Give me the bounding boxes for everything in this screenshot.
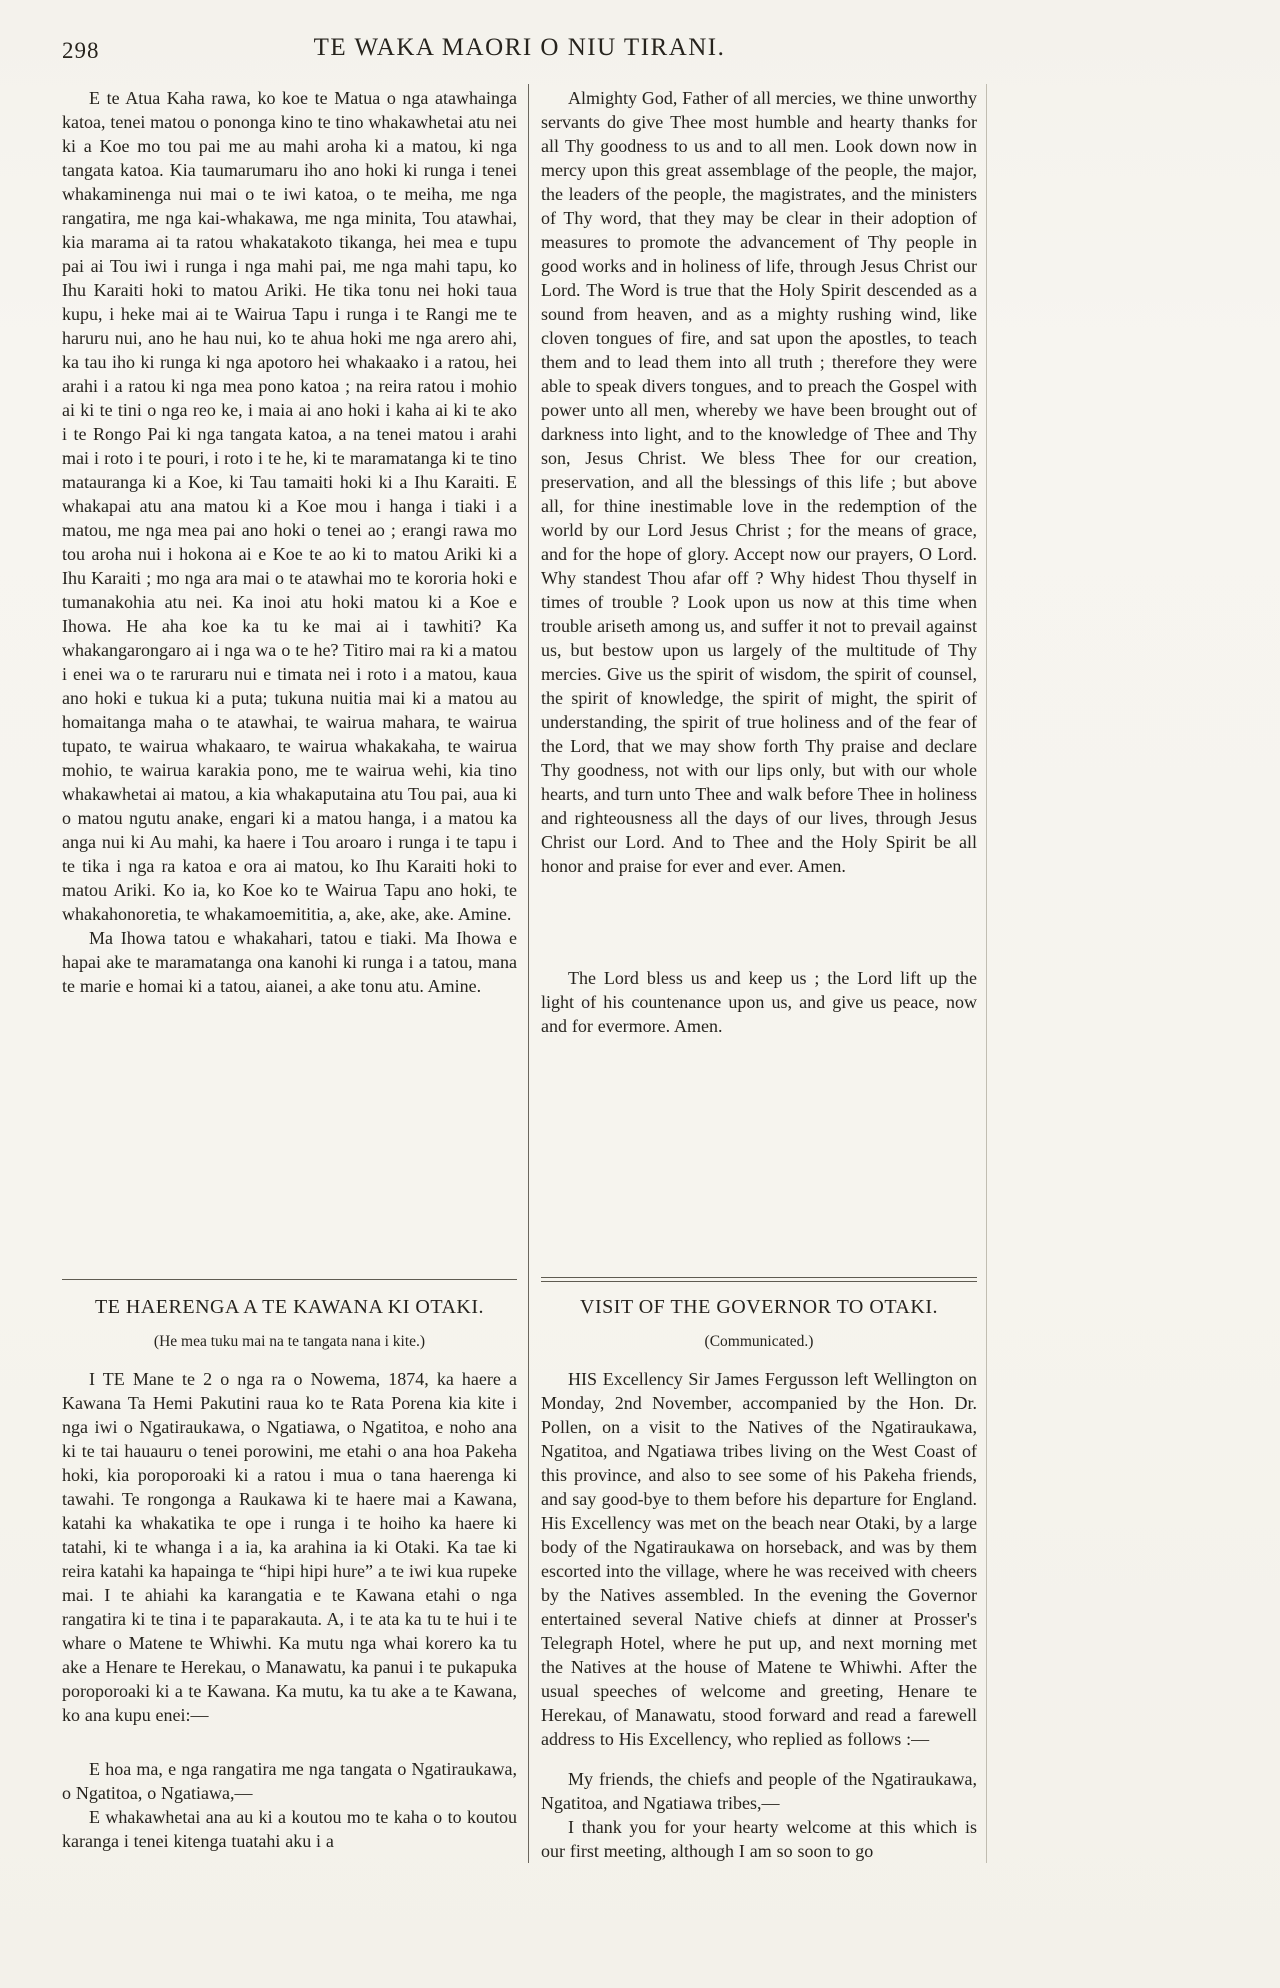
article-separator-right xyxy=(541,1266,977,1292)
prayer-paragraph-maori: E te Atua Kaha rawa, ko koe te Matua o nga atawhainga katoa, tenei matou o pononga kino te tino whakawhetai atu nei ki a Koe mo tou pai me au mahi aroha ki a matou, ki nga tangata katoa. Kia taumarumaru iho ano hoki ki runga i tenei whakaminenga nui mai o te iwi katoa, o te meiha, me nga rangatira, me nga kai-whakawa, me nga minita, Tou atawhai, kia marama ai ta ratou whakatakoto tikanga, hei mea e tupu pai ai Tou iwi i runga i nga mahi pai, me nga mahi tapu, ko Ihu Karaiti hoki to matou Ariki. He tika tonu nei hoki taua kupu, i heke mai ai te Wairua Tapu i runga i te Rangi me te haruru nui, ano he hau nui, ko te ahua hoki me nga arero ahi, ka tau iho ki runga ki nga apotoro hei whakaako i a ratou, hei arahi i a ratou ki nga mea pono katoa ; na reira ratou i mohio ai ki te tini o nga reo ke, i maia ai ano hoki i kaha ai ki te ako i te Rongo Pai ki nga tangata katoa, a na tenei matou i arahi mai i roto i te pouri, i roto i te he, ki te maramatanga ki te tino matauranga ki a Koe, ki Tau tamaiti hoki ki a Ihu Karaiti. E whakapai atu ana matou ki a Koe mou i hanga i tiaki i a matou, me nga mea pai ano hoki o tenei ao ; erangi rawa mo tou aroha nui i hokona ai e Koe te ao ki to matou Ariki ki a Ihu Karaiti ; mo nga ara mai o te atawhai mo te kororia hoki e tumanakohia atu nei. Ka inoi atu hoki matou ki a Koe e Ihowa. He aha koe ka tu ke mai ai i tawhiti? Ka whakangarongaro ai i nga wa o te he? Titiro mai ra ki a matou i enei wa o te raruraru nui e timata nei i roto i a matou, kaua ano hoki e tukua ki a puta; tukuna nuitia mai ki a matou au homaitanga maha o te atawhai, te wairua mahara, te wairua tupato, te wairua whakaaro, te wairua whakakaha, te wairua mohio, te wairua karakia pono, me te wairua wehi, kia tino whakawhetai ai matou, a kia whakaputaina atu Tou pai, aua ki o matou ngutu anake, engari ki a matou hanga, i a matou ka anga nui ki Au mahi, ka haere i Tou aroaro i runga i te tapu i te tika i nga ra katoa e ora ai matou, ko Ihu Karaiti hoki to matou Ariki. Ko ia, ko Koe ko te Wairua Tapu ano hoki, te whakahonoretia, te whakamoemititia, a, ake, ake, ake. Amine. xyxy=(62,88,517,924)
article-paragraph-maori: I TE Mane te 2 o nga ra o Nowema, 1874, ka haere a Kawana Ta Hemi Pakutini raua ko te Rata Porena kia kite i nga iwi o Ngatiraukawa, o Ngatiawa, o Ngatitoa, e noho ana ki te tai hauauru o tenei porowini, me etahi o ana hoa Pakeha hoki, kia poroporoaki ki a ratou i mua o tana haerenga ki tawahi. Te rongonga a Raukawa ki te haere mai a Kawana, katahi ka whakatika te ope i runga i te hoiho ka haere ki tatahi, ki te whanga i a ia, ka arahina ia ki Otaki. Ka tae ki reira katahi ka hapainga te “hipi hipi hure” a te iwi kua rupeke mai. I te ahiahi ka karangatia e te Kawana etahi o nga rangatira ki te tina i te paparakauta. A, i te ata ka tu te hui i te whare o Matene te Whiwhi. Ka mutu nga whai korero ka tu ake a Henare te Herekau, o Manawatu, ka panui i te pukapuka poroporoaki ki a te Kawana. Ka mutu, ka tu ake a te Kawana, ko ana kupu enei:— xyxy=(62,1369,517,1725)
article-salutation-maori: E hoa ma, e nga rangatira me nga tangata o Ngatiraukawa, o Ngatitoa, o Ngatiawa,— xyxy=(62,1759,517,1803)
left-article-subheading: (He mea tuku mai na te tangata nana i kite.) xyxy=(153,1333,426,1350)
article-salutation-english: My friends, the chiefs and people of the Ngatiraukawa, Ngatitoa, and Ngatiawa tribes,— xyxy=(541,1769,977,1813)
right-article-subheading: (Communicated.) xyxy=(704,1333,814,1350)
page-header xyxy=(62,34,977,74)
article-paragraph-english: I thank you for your hearty welcome at this which is our first meeting, although I am so soon to go xyxy=(541,1817,977,1861)
article-paragraph-english: HIS Excellency Sir James Fergusson left Wellington on Monday, 2nd November, accompanied by the Hon. Dr. Pollen, on a visit to the Natives of the Ngatiraukawa, Ngatitoa, and Ngatiawa tribes living on the West Coast of this province, and also to see some of his Pakeha friends, and say good-bye to them before his departure for England. His Excellency was met on the beach near Otaki, by a large body of the Ngatiraukawa on horseback, and was by them escorted into the village, where he was received with cheers by the Natives assembled. In the evening the Governor entertained several Native chiefs at dinner at Prosser's Telegraph Hotel, where he put up, and next morning met the Natives at the house of Matene te Whiwhi. After the usual speeches of welcome and greeting, Henare te Herekau, of Manawatu, stood forward and read a farewell address to His Excellency, who replied as follows :— xyxy=(541,1369,977,1749)
single-rule xyxy=(62,1279,517,1280)
right-prayer-article xyxy=(541,86,977,1266)
page-number: 298 xyxy=(62,38,100,63)
prayer-paragraph-english: Almighty God, Father of all mercies, we thine unworthy servants do give Thee most humble and hearty thanks for all Thy goodness to us and to all men. Look down now in mercy upon this great assemblage of the people, the major, the leaders of the people, the magistrates, and the ministers of Thy word, that they may be clear in their adoption of measures to promote the advancement of Thy people in good works and in holiness of life, through Jesus Christ our Lord. The Word is true that the Holy Spirit descended as a sound from heaven, and as a mighty rushing wind, like cloven tongues of fire, and sat upon the apostles, to teach them and to lead them into all truth ; therefore they were able to speak divers tongues, and to preach the Gospel with power unto all men, whereby we have been brought out of darkness into light, and to the knowledge of Thee and Thy son, Jesus Christ. We bless Thee for our creation, preservation, and all the blessings of this life ; but above all, for thine inestimable love in the redemption of the world by our Lord Jesus Christ ; for the means of grace, and for the hope of glory. Accept now our prayers, O Lord. Why standest Thou afar off ? Why hidest Thou thyself in times of trouble ? Look upon us now at this time when trouble ariseth among us, and suffer it not to prevail against us, but bestow upon us largely of the multitude of Thy mercies. Give us the spirit of wisdom, the spirit of counsel, the spirit of knowledge, the spirit of might, the spirit of understanding, the spirit of true holiness and of the fear of the Lord, that we may show forth Thy praise and declare Thy goodness, not with our lips only, but with our whole hearts, and turn unto Thee and walk before Thee in holiness and righteousness all the days of our lives, through Jesus Christ our Lord. And to Thee and the Holy Spirit be all honor and praise for ever and ever. Amen. xyxy=(541,88,977,876)
right-edge-rule xyxy=(977,86,991,1863)
article-separator-left xyxy=(62,1266,517,1292)
article-paragraph-maori: E whakawhetai ana au ki a koutou mo te kaha o to koutou karanga i tenei kitenga tuatahi aku i a xyxy=(62,1807,517,1851)
left-article-heading: TE HAERENGA A TE KAWANA KI OTAKI. xyxy=(94,1296,484,1318)
masthead-title: TE WAKA MAORI O NIU TIRANI. xyxy=(313,34,726,61)
page-content xyxy=(62,86,991,1863)
blessing-paragraph-maori: Ma Ihowa tatou e whakahari, tatou e tiaki. Ma Ihowa e hapai ake te maramatanga ona kanohi ki runga i a tatou, mana te marie e homai ki a tatou, aianei, a ake tonu atu. Amine. xyxy=(62,928,517,996)
right-article-heading: VISIT OF THE GOVERNOR TO OTAKI. xyxy=(580,1296,938,1318)
column-divider-rule xyxy=(517,86,541,1863)
blessing-paragraph-english: The Lord bless us and keep us ; the Lord lift up the light of his countenance upon us, and give us peace, now and for evermore. Amen. xyxy=(541,968,977,1036)
left-column xyxy=(62,86,517,1863)
right-column xyxy=(541,86,977,1863)
left-prayer-article xyxy=(62,86,517,1266)
double-rule xyxy=(541,1277,977,1282)
